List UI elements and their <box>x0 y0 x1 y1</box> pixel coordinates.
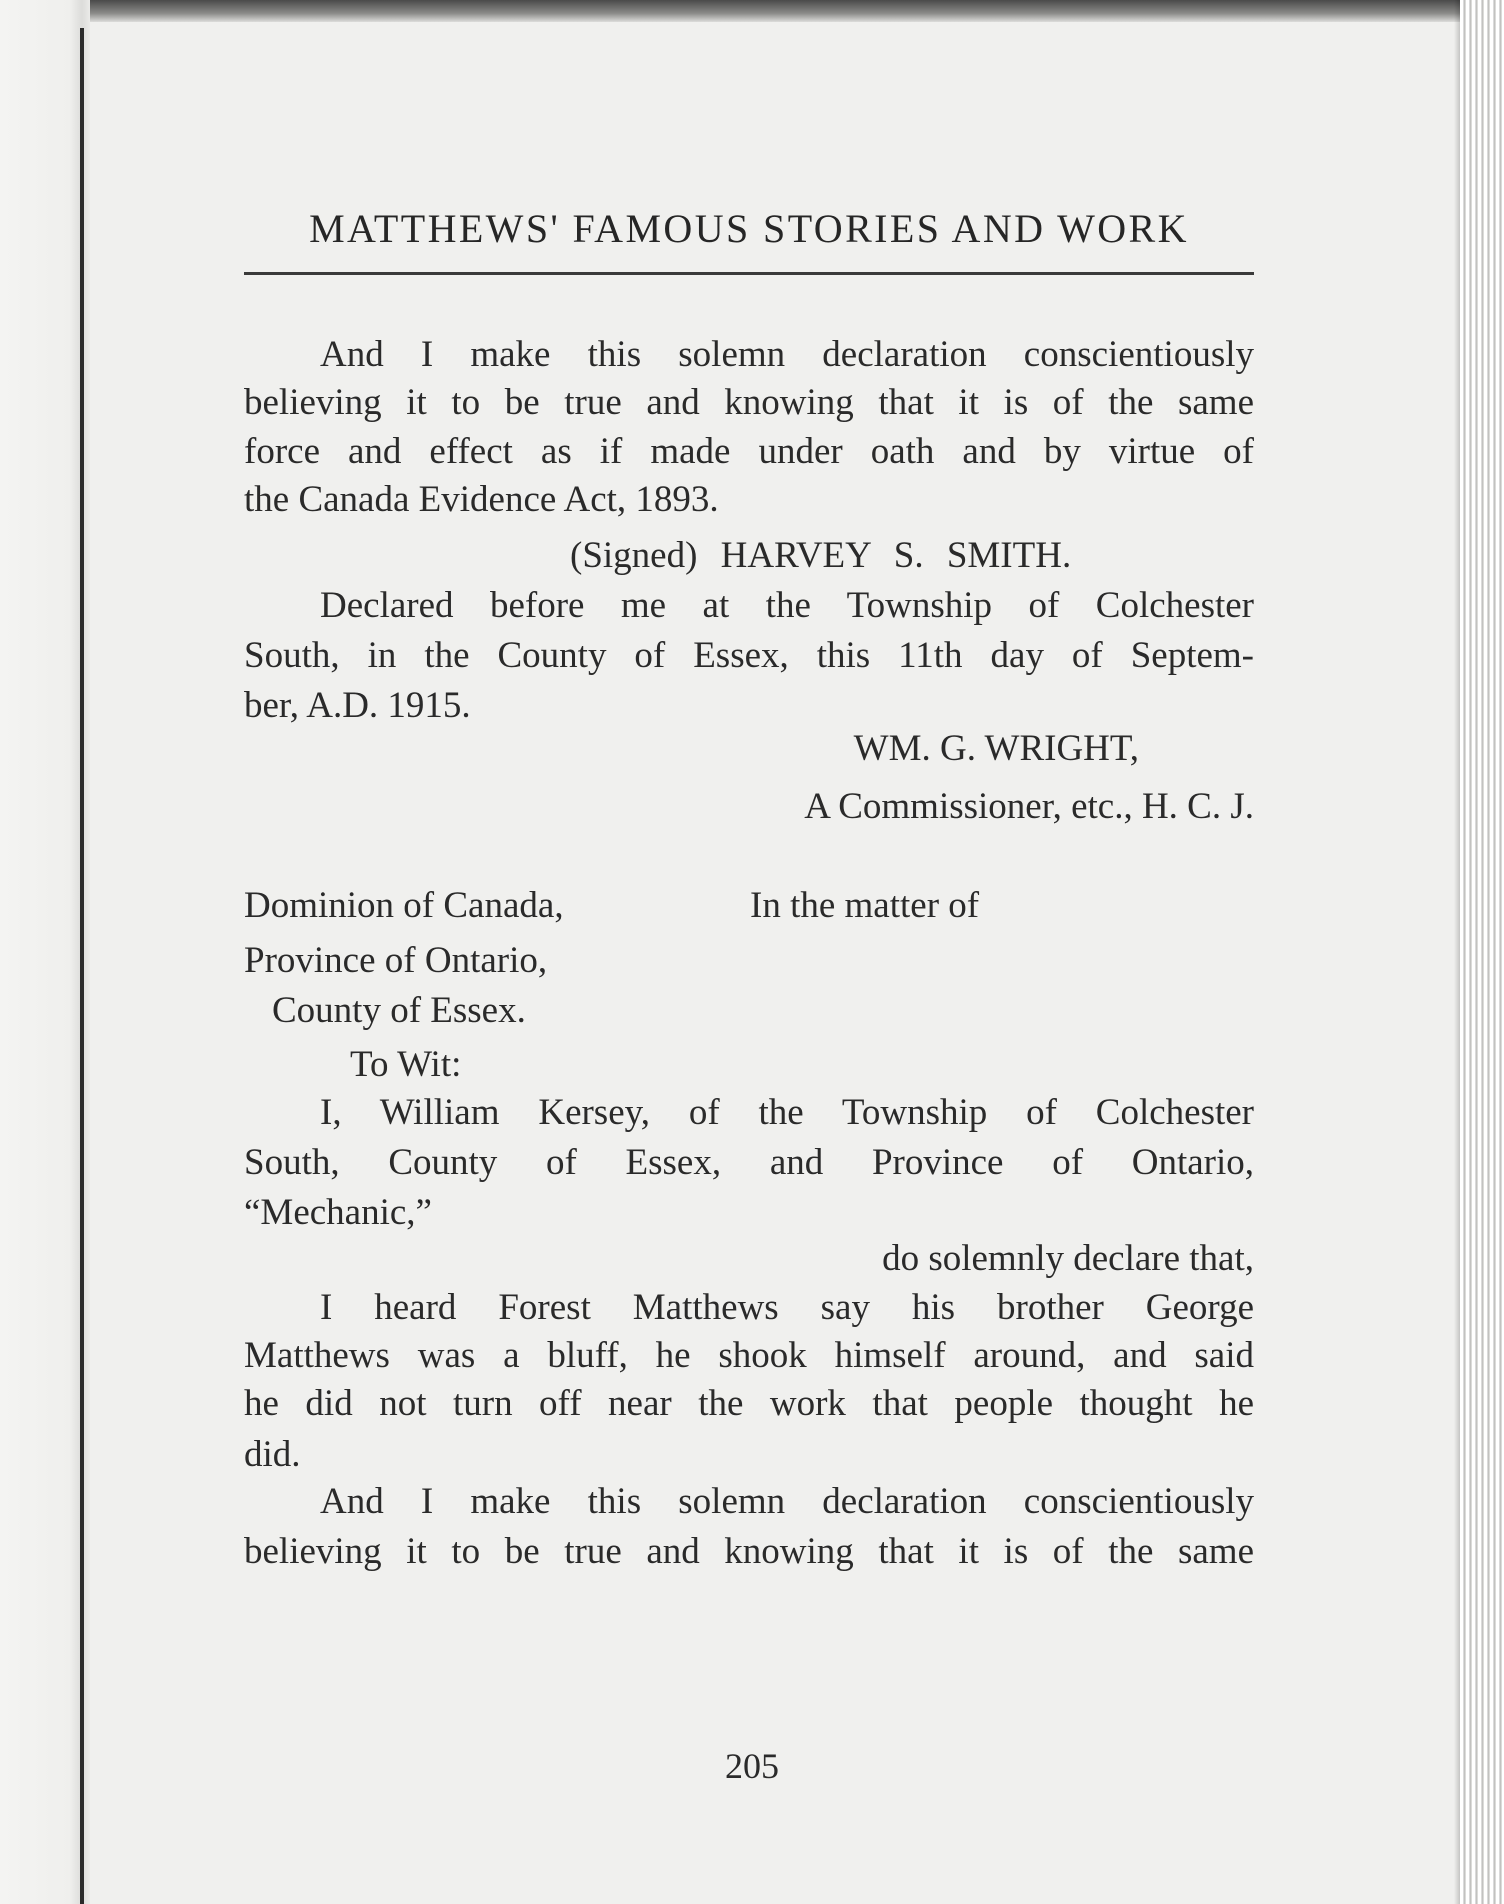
running-head: MATTHEWS' FAMOUS STORIES AND WORK <box>309 206 1189 251</box>
paragraph-line: Matthews was a bluff, he shook himself around, and said <box>244 1335 1254 1376</box>
venue-county: County of Essex. <box>272 990 526 1031</box>
paragraph-line: South, County of Essex, and Province of Ontario, <box>244 1142 1254 1183</box>
paragraph-line: believing it to be true and knowing that it is of the same <box>244 1531 1254 1572</box>
paragraph-line: force and effect as if made under oath and by virtue of <box>244 431 1254 472</box>
paragraph-line: “Mechanic,” <box>244 1192 432 1233</box>
paragraph-line: he did not turn off near the work that people thought he <box>244 1383 1254 1424</box>
stacked-page-edges <box>1460 0 1504 1904</box>
top-edge-shadow <box>0 0 1504 22</box>
spine-edge <box>80 28 84 1904</box>
book-gutter <box>0 0 90 1904</box>
paragraph-line: And I make this solemn declaration conscientiously <box>320 334 1254 375</box>
venue-dominion: Dominion of Canada, <box>244 885 564 926</box>
declaration-line: do solemnly declare that, <box>882 1238 1254 1279</box>
paragraph-line: the Canada Evidence Act, 1893. <box>244 479 719 520</box>
paragraph-line: And I make this solemn declaration conscientiously <box>320 1481 1254 1522</box>
page-number: 205 <box>725 1746 779 1786</box>
venue-province: Province of Ontario, <box>244 940 548 981</box>
header-rule <box>244 272 1254 275</box>
paragraph-line: South, in the County of Essex, this 11th day of Septem- <box>244 635 1254 676</box>
matter-heading: In the matter of <box>750 885 980 926</box>
paragraph-line: I heard Forest Matthews say his brother George <box>320 1287 1254 1328</box>
signature-line: (Signed) HARVEY S. SMITH. <box>570 535 1072 576</box>
paragraph-line: did. <box>244 1434 301 1475</box>
commissioner-name: WM. G. WRIGHT, <box>853 728 1139 769</box>
venue-to-wit: To Wit: <box>350 1044 462 1085</box>
commissioner-title: A Commissioner, etc., H. C. J. <box>804 786 1254 827</box>
paragraph-line: ber, A.D. 1915. <box>244 685 471 726</box>
paragraph-line: Declared before me at the Township of Colchester <box>320 585 1254 626</box>
paragraph-line: I, William Kersey, of the Township of Colchester <box>320 1092 1254 1133</box>
paragraph-line: believing it to be true and knowing that it is of the same <box>244 382 1254 423</box>
